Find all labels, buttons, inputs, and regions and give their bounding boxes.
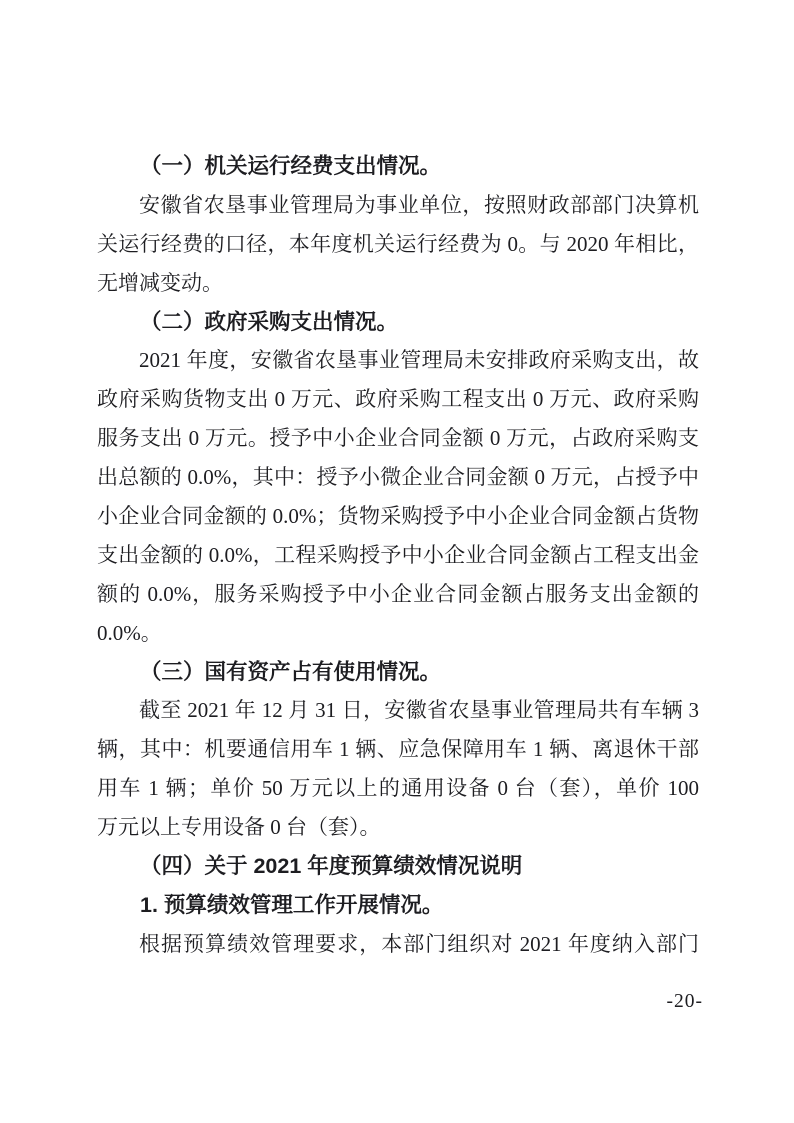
- page-number: -20-: [666, 991, 703, 1012]
- section-1-heading: （一）机关运行经费支出情况。: [140, 154, 442, 178]
- text-line: 2021 年度，安徽省农垦事业管理局未安排政府采购支出，故: [139, 348, 699, 373]
- text-line: 小企业合同金额的 0.0%；货物采购授予中小企业合同金额占货物: [97, 504, 699, 529]
- text-line: 根据预算绩效管理要求，本部门组织对 2021 年度纳入部门: [139, 931, 699, 956]
- text-line: 无增减变动。: [97, 270, 223, 295]
- text-line: 万元以上专用设备 0 台（套）。: [97, 815, 381, 840]
- section-3-heading: （三）国有资产占有使用情况。: [140, 659, 442, 684]
- section-4-subheading: 1. 预算绩效管理工作开展情况。: [140, 892, 444, 917]
- text-line: 服务支出 0 万元。授予中小企业合同金额 0 万元，占政府采购支: [97, 426, 699, 451]
- text-line: 安徽省农垦事业管理局为事业单位，按照财政部部门决算机: [139, 192, 699, 217]
- text-line: 额的 0.0%，服务采购授予中小企业合同金额占服务支出金额的: [97, 581, 699, 606]
- text-line: 用车 1 辆；单价 50 万元以上的通用设备 0 台（套），单价 100: [97, 776, 699, 801]
- document-body: [97, 147, 699, 964]
- text-line: 出总额的 0.0%，其中：授予小微企业合同金额 0 万元，占授予中: [97, 465, 699, 490]
- text-line: 0.0%。: [97, 620, 162, 645]
- section-2-heading: （二）政府采购支出情况。: [140, 309, 399, 334]
- section-4-heading: （四）关于 2021 年度预算绩效情况说明: [140, 854, 523, 879]
- text-line: 截至 2021 年 12 月 31 日，安徽省农垦事业管理局共有车辆 3: [139, 698, 699, 723]
- text-line: 支出金额的 0.0%，工程采购授予中小企业合同金额占工程支出金: [97, 542, 699, 567]
- text-line: 关运行经费的口径，本年度机关运行经费为 0。与 2020 年相比，: [97, 231, 699, 256]
- text-line: 辆，其中：机要通信用车 1 辆、应急保障用车 1 辆、离退休干部: [97, 737, 699, 762]
- text-line: 政府采购货物支出 0 万元、政府采购工程支出 0 万元、政府采购: [97, 387, 699, 412]
